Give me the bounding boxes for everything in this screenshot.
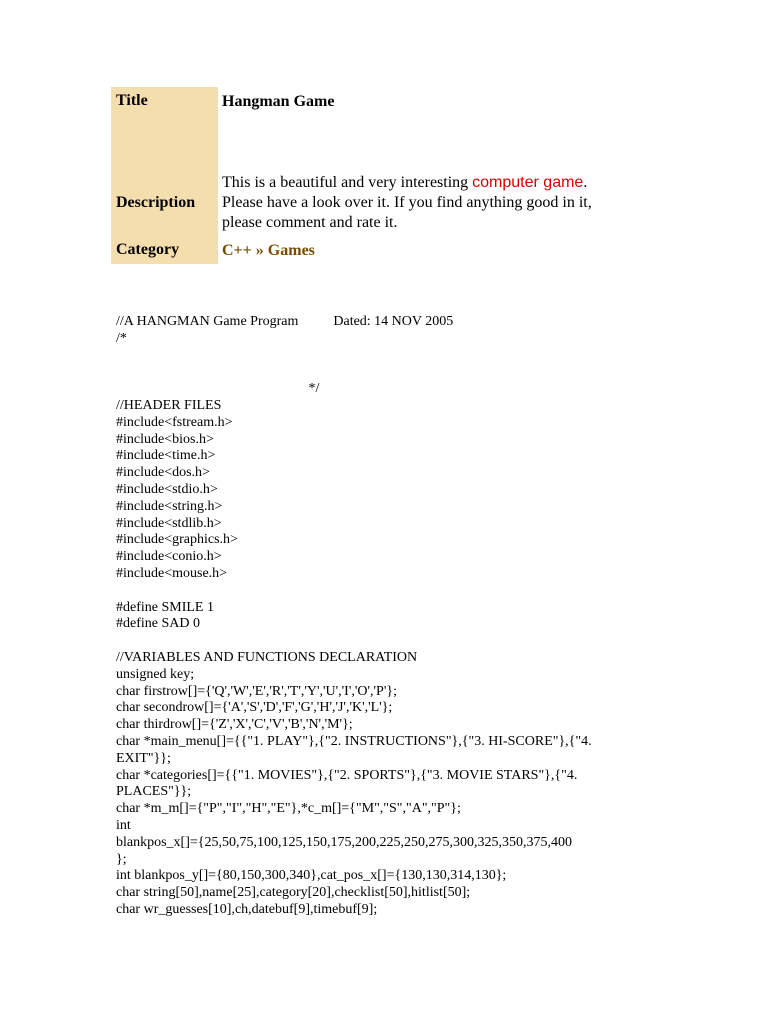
code-line: #include<mouse.h> — [116, 565, 228, 581]
description-text-start: This is a beautiful and very interesting — [222, 174, 473, 191]
code-line: PLACES"}}; — [116, 784, 192, 800]
code-line — [116, 583, 636, 600]
code-line: char *m_m[]={"P","I","H","E"},*c_m[]={"M","S","A","P"}; — [116, 801, 461, 817]
code-line: */ — [116, 381, 320, 397]
code-line: #include<fstream.h> — [116, 414, 233, 430]
category-value — [222, 241, 315, 261]
code-line: #include<graphics.h> — [116, 532, 238, 548]
code-line: }; — [116, 851, 127, 867]
code-line — [116, 348, 636, 365]
code-line: //HEADER FILES — [116, 397, 222, 413]
category-games-link[interactable]: Games — [267, 242, 315, 259]
code-line: #include<time.h> — [116, 448, 216, 464]
code-line: EXIT"}}; — [116, 750, 171, 766]
code-line: int — [116, 817, 131, 833]
code-line: /* — [116, 330, 127, 346]
code-line: //A HANGMAN Game Program Dated: 14 NOV 2005 — [116, 314, 454, 329]
code-line: char wr_guesses[10],ch,datebuf[9],timebuf[9]; — [116, 901, 378, 917]
code-line: #include<stdio.h> — [116, 481, 218, 497]
code-line — [116, 364, 636, 381]
computer-game-link[interactable]: computer game — [472, 174, 584, 191]
title-value: Hangman Game — [222, 93, 335, 110]
description-value — [222, 173, 632, 233]
code-line: #include<stdlib.h> — [116, 515, 222, 531]
code-line: blankpos_x[]={25,50,75,100,125,150,175,200,225,250,275,300,325,350,375,400 — [116, 834, 572, 850]
description-label: Description — [111, 174, 218, 236]
code-line — [116, 633, 636, 650]
code-line: #define SMILE 1 — [116, 599, 214, 615]
code-line: char thirdrow[]={'Z','X','C','V','B','N','M'}; — [116, 717, 353, 733]
code-line: #include<conio.h> — [116, 549, 222, 565]
category-separator: » — [251, 242, 268, 259]
category-label: Category — [111, 236, 218, 264]
title-label: Title — [111, 87, 218, 174]
code-line: #include<bios.h> — [116, 431, 214, 447]
code-line: #define SAD 0 — [116, 616, 200, 632]
code-listing — [116, 314, 636, 919]
code-line: #include<string.h> — [116, 498, 223, 514]
code-line: char *main_menu[]={{"1. PLAY"},{"2. INSTRUCTIONS"},{"3. HI-SCORE"},{"4. — [116, 733, 592, 749]
description-text-end: . Please have a look over it. If you find anything good in it, please comment and rate it. — [222, 174, 592, 231]
code-line: unsigned key; — [116, 666, 195, 682]
code-line: char secondrow[]={'A','S','D','F','G','H','J','K','L'}; — [116, 700, 393, 716]
code-line: char firstrow[]={'Q','W','E','R','T','Y','U','I','O','P'}; — [116, 683, 397, 699]
code-line: char string[50],name[25],category[20],checklist[50],hitlist[50]; — [116, 885, 471, 901]
code-line: //VARIABLES AND FUNCTIONS DECLARATION — [116, 649, 418, 665]
code-line: int blankpos_y[]={80,150,300,340},cat_pos_x[]={130,130,314,130}; — [116, 868, 507, 884]
code-line: #include<dos.h> — [116, 465, 210, 481]
code-line: char *categories[]={{"1. MOVIES"},{"2. SPORTS"},{"3. MOVIE STARS"},{"4. — [116, 767, 578, 783]
category-language-link[interactable]: C++ — [222, 242, 252, 259]
